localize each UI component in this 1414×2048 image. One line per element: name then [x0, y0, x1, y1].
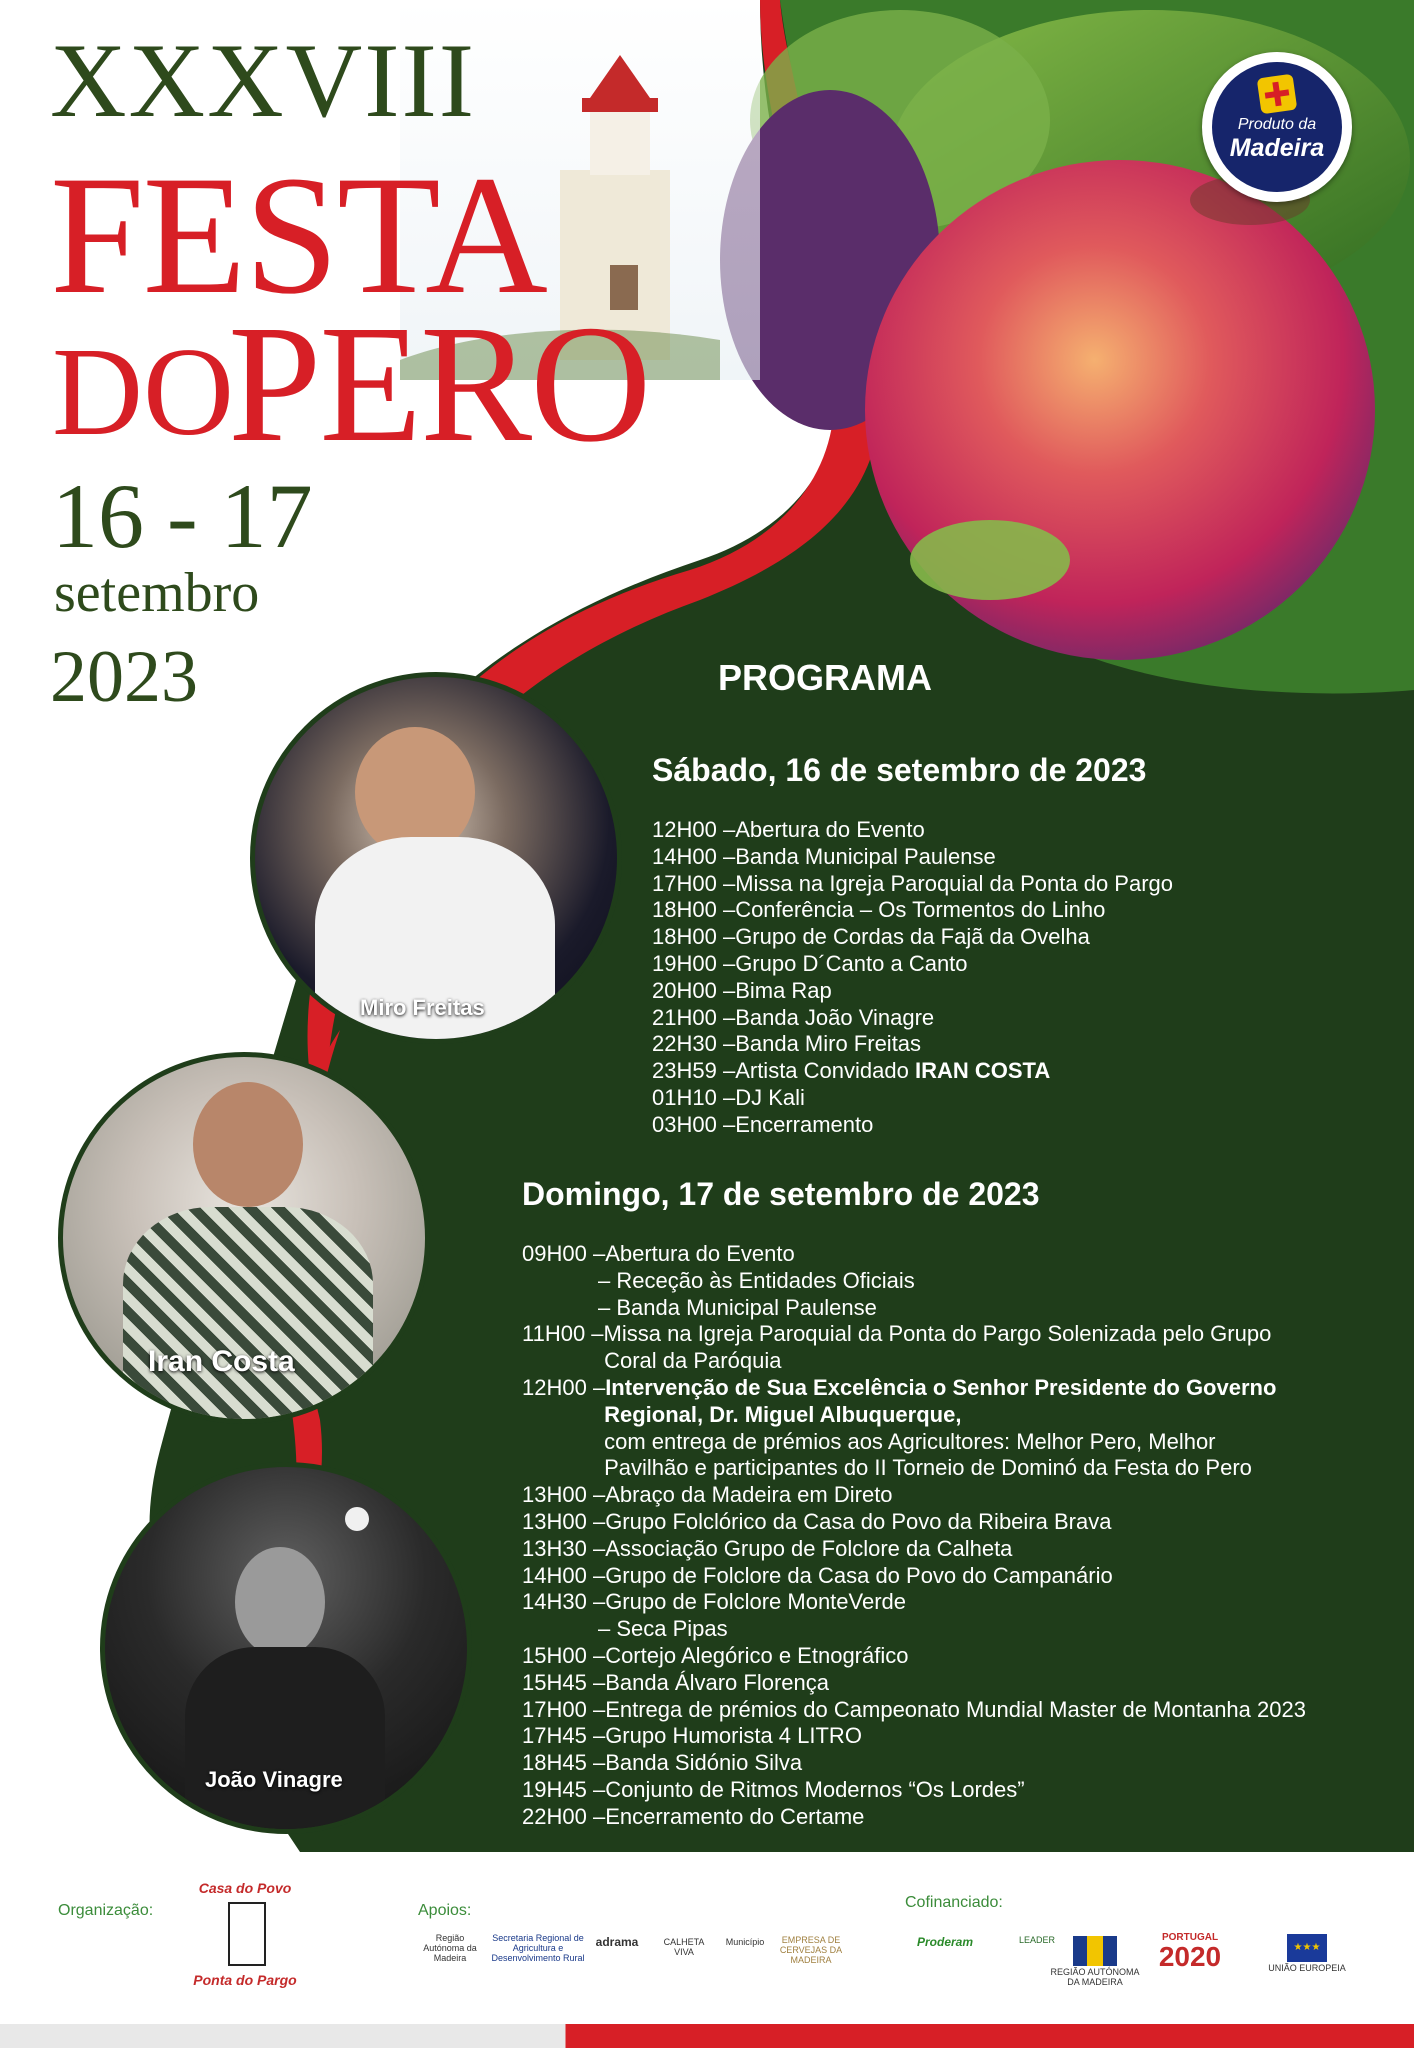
logo-portugal-2020 [1140, 1932, 1240, 1971]
schedule-time: 18H45 – [522, 1750, 606, 1776]
schedule-time: 01H10 – [652, 1084, 736, 1110]
schedule-row [522, 1536, 1306, 1563]
schedule-time: 22H30 – [652, 1031, 736, 1057]
schedule-text: Abraço da Madeira em Direto [605, 1482, 893, 1508]
schedule-row [652, 1085, 1173, 1112]
schedule-text: Missa na Igreja Paroquial da Ponta do Pargo [735, 870, 1174, 896]
badge-main-text: Madeira [1229, 134, 1325, 162]
schedule-row [652, 924, 1173, 951]
title-do: DO [52, 323, 234, 462]
schedule-text: – Receção às Entidades Oficiais [598, 1267, 915, 1293]
schedule-row [522, 1321, 1306, 1348]
org-logo-top-text: Casa do Povo [198, 1880, 292, 1896]
schedule-time: 11H00 – [522, 1321, 604, 1347]
schedule-row [652, 1058, 1173, 1085]
cofinanciado-label: Cofinanciado: [905, 1894, 1003, 1911]
artist-face-shape [235, 1547, 325, 1657]
schedule-time: 13H00 – [522, 1482, 606, 1508]
logo-calheta-viva: CALHETA VIVA [663, 1937, 705, 1957]
artist-name-iran-costa: Iran Costa [148, 1345, 295, 1378]
organizacao-label: Organização: [58, 1902, 154, 1919]
schedule-time: 22H00 – [522, 1803, 606, 1829]
schedule-highlight: Regional, Dr. Miguel Albuquerque, [598, 1401, 962, 1427]
schedule-time: 09H00 – [522, 1241, 606, 1266]
programa-heading: PROGRAMA [718, 657, 932, 698]
schedule-text: Grupo de Folclore da Casa do Povo do Campanário [605, 1562, 1113, 1588]
schedule-time: 17H45 – [522, 1723, 606, 1749]
schedule-text: Grupo Humorista 4 LITRO [605, 1723, 862, 1749]
schedule-highlight: IRAN COSTA [914, 1058, 1051, 1084]
schedule-row [522, 1509, 1306, 1536]
schedule-time: 20H00 – [652, 977, 736, 1003]
schedule-row [522, 1697, 1306, 1724]
schedule-row [522, 1643, 1306, 1670]
schedule-row [522, 1375, 1306, 1402]
schedule-time: 17H00 – [652, 870, 736, 896]
schedule-text: Encerramento do Certame [605, 1803, 865, 1829]
schedule-row [522, 1723, 1306, 1750]
schedule-row [522, 1348, 1306, 1375]
saturday-schedule [652, 817, 1173, 1139]
schedule-row [522, 1295, 1306, 1322]
schedule-time: 21H00 – [652, 1004, 736, 1030]
org-logo-bottom-text: Ponta do Pargo [193, 1972, 297, 1988]
schedule-text: – Seca Pipas [598, 1616, 728, 1642]
artist-photo-iran-costa [58, 1052, 430, 1424]
logo-proderam: Proderam [916, 1935, 974, 1949]
schedule-text: DJ Kali [735, 1084, 805, 1110]
logo-uniao-europeia [1262, 1934, 1352, 1974]
schedule-row [522, 1455, 1306, 1482]
sunday-heading: Domingo, 17 de setembro de 2023 [522, 1176, 1040, 1212]
schedule-highlight: Intervenção de Sua Excelência o Senhor Presidente do Governo [605, 1374, 1277, 1400]
artist-jacket-shape [123, 1207, 373, 1424]
schedule-text: Banda João Vinagre [735, 1004, 935, 1030]
schedule-row [522, 1563, 1306, 1590]
schedule-row [522, 1589, 1306, 1616]
logo-regiao-autonoma-madeira [1050, 1936, 1140, 1988]
schedule-text: Banda Miro Freitas [735, 1031, 922, 1057]
apoios-label: Apoios: [418, 1902, 472, 1919]
schedule-row [522, 1670, 1306, 1697]
saturday-heading: Sábado, 16 de setembro de 2023 [652, 752, 1147, 788]
schedule-row [522, 1750, 1306, 1777]
schedule-time: 19H45 – [522, 1776, 606, 1802]
schedule-text: Grupo de Cordas da Fajã da Ovelha [735, 924, 1090, 950]
schedule-time: 12H00 – [522, 1374, 606, 1400]
portugal-2020-number: 2020 [1158, 1941, 1222, 1972]
schedule-row [522, 1616, 1306, 1643]
schedule-row [652, 1031, 1173, 1058]
schedule-row [652, 1112, 1173, 1139]
schedule-row [522, 1402, 1306, 1429]
portugal-2020-top: PORTUGAL [1161, 1932, 1219, 1943]
schedule-text: Grupo de Folclore MonteVerde [605, 1589, 907, 1615]
regiao-madeira-text: REGIÃO AUTÓNOMA DA MADEIRA [1050, 1967, 1140, 1987]
schedule-time: 14H00 – [522, 1562, 606, 1588]
schedule-time: 14H30 – [522, 1589, 606, 1615]
schedule-time: 13H00 – [522, 1508, 606, 1534]
schedule-time: 15H00 – [522, 1642, 606, 1668]
date-year: 2023 [50, 636, 198, 718]
madeira-cross-icon [1257, 74, 1298, 115]
schedule-row [522, 1777, 1306, 1804]
schedule-time: 15H45 – [522, 1669, 606, 1695]
schedule-row [522, 1241, 1306, 1268]
schedule-time: 17H00 – [522, 1696, 606, 1722]
flag-stripe [1087, 1936, 1103, 1966]
artist-photo-joao-vinagre [100, 1462, 472, 1834]
schedule-row [652, 951, 1173, 978]
logo-empresa-cervejas: EMPRESA DE CERVEJAS DA MADEIRA [779, 1935, 843, 1965]
schedule-text: Pavilhão e participantes do II Torneio de Dominó da Festa do Pero [598, 1455, 1252, 1481]
schedule-time: 13H30 – [522, 1535, 606, 1561]
schedule-row [652, 844, 1173, 871]
schedule-row [652, 817, 1173, 844]
schedule-time: 03H00 – [652, 1111, 736, 1137]
eu-flag-icon: ★★★ [1287, 1934, 1327, 1962]
schedule-text: Conjunto de Ritmos Modernos “Os Lordes” [605, 1776, 1025, 1802]
schedule-row [522, 1804, 1306, 1831]
logo-regiao-autonoma: Região Autónoma da Madeira [423, 1933, 477, 1963]
schedule-row [522, 1429, 1306, 1456]
schedule-text: Encerramento [735, 1111, 874, 1137]
madeira-flag-icon [1073, 1936, 1117, 1966]
schedule-text: Grupo Folclórico da Casa do Povo da Ribeira Brava [605, 1508, 1112, 1534]
date-month: setembro [54, 562, 260, 624]
badge-top-text: Produto da [1237, 116, 1317, 133]
schedule-time: 14H00 – [652, 843, 736, 869]
schedule-text: Artista Convidado [735, 1058, 915, 1084]
title-pero: PERO [228, 291, 650, 477]
schedule-text: Coral da Paróquia [598, 1348, 782, 1374]
schedule-text: Conferência – Os Tormentos do Linho [735, 897, 1106, 923]
schedule-text: Banda Sidónio Silva [605, 1750, 803, 1776]
logo-leader: LEADER [1018, 1935, 1055, 1945]
schedule-text: Bima Rap [735, 977, 832, 1003]
schedule-text: Missa na Igreja Paroquial da Ponta do Pargo Solenizada pelo Grupo [603, 1321, 1272, 1347]
logo-secretaria-regional: Secretaria Regional de Agricultura e Desenvolvimento Rural [491, 1933, 585, 1963]
schedule-text: Banda Álvaro Florença [605, 1669, 829, 1695]
schedule-row [652, 897, 1173, 924]
sponsors-footer [0, 1852, 1414, 2012]
bottom-stripe [0, 2024, 1414, 2048]
produto-madeira-badge [1202, 52, 1352, 202]
schedule-text: Banda Municipal Paulense [735, 843, 996, 869]
schedule-text: Associação Grupo de Folclore da Calheta [605, 1535, 1013, 1561]
schedule-row [652, 1005, 1173, 1032]
schedule-text: – Banda Municipal Paulense [598, 1294, 877, 1320]
schedule-text: Grupo D´Canto a Canto [735, 950, 968, 976]
uniao-europeia-text: UNIÃO EUROPEIA [1268, 1963, 1346, 1973]
schedule-time: 12H00 – [652, 817, 736, 842]
date-days: 16 - 17 [52, 465, 313, 567]
casa-do-povo-logo [190, 1880, 300, 1990]
schedule-text: Cortejo Alegórico e Etnográfico [605, 1642, 909, 1668]
logo-municipio: Município [725, 1937, 765, 1947]
artist-name-joao-vinagre: João Vinagre [205, 1767, 343, 1792]
stage-light-icon [345, 1507, 369, 1531]
artist-face-shape [193, 1082, 303, 1207]
schedule-time: 18H00 – [652, 924, 736, 950]
artist-name-miro-freitas: Miro Freitas [360, 995, 485, 1020]
artist-jacket-shape [185, 1647, 385, 1834]
title-festa: FESTA [50, 141, 546, 329]
schedule-time: 18H00 – [652, 897, 736, 923]
schedule-text: Abertura do Evento [735, 817, 925, 842]
schedule-row [652, 978, 1173, 1005]
edition-number: XXXVIII [50, 22, 477, 139]
schedule-text: com entrega de prémios aos Agricultores: Melhor Pero, Melhor [598, 1428, 1216, 1454]
logo-adrama: adrama [595, 1935, 639, 1949]
schedule-row [522, 1482, 1306, 1509]
schedule-row [652, 871, 1173, 898]
lighthouse-icon [228, 1902, 266, 1966]
schedule-text: Abertura do Evento [605, 1241, 795, 1266]
schedule-text: Entrega de prémios do Campeonato Mundial Master de Montanha 2023 [605, 1696, 1306, 1722]
schedule-time: 23H59 – [652, 1058, 736, 1084]
sunday-schedule [522, 1241, 1306, 1831]
artist-photo-miro-freitas [250, 672, 622, 1044]
schedule-row [522, 1268, 1306, 1295]
schedule-time: 19H00 – [652, 950, 736, 976]
